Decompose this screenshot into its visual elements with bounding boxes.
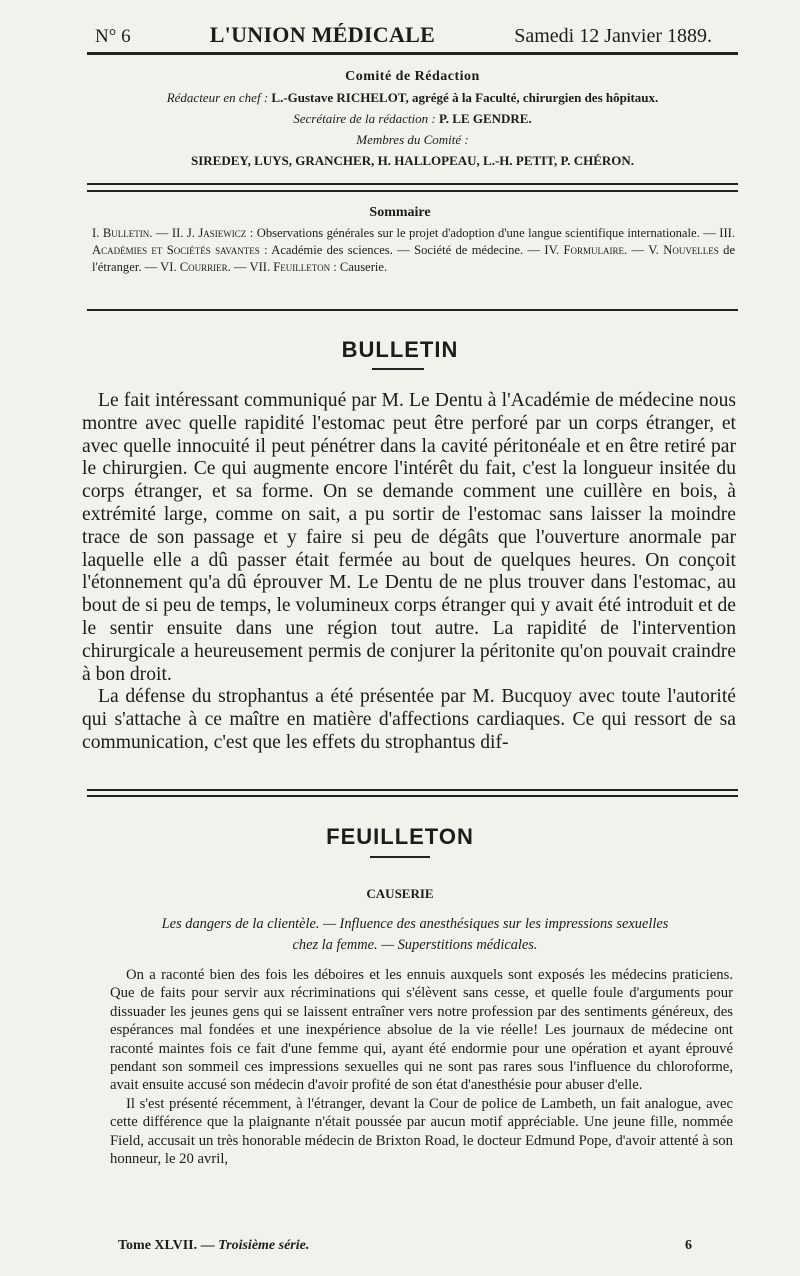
sommaire-item-formulaire: Formulaire. (563, 243, 628, 257)
sommaire-item-nouvelles: Nouvelles (663, 243, 719, 257)
footer-page-marker: 6 (685, 1238, 692, 1253)
feuilleton-title: FEUILLETON (326, 824, 474, 849)
page-footer (118, 1238, 692, 1254)
feuilleton-subtitle (100, 914, 730, 956)
comite-block (95, 66, 730, 171)
sommaire-item-academies: Académies et Sociétés savantes (92, 243, 260, 257)
secretary-line (95, 108, 730, 129)
issue-number: N° 6 (95, 26, 131, 47)
chief-editor-line (95, 87, 730, 108)
comite-rule-bottom (87, 190, 738, 192)
comite-title: Comité de Rédaction (345, 69, 480, 84)
feuilleton-title-rule (370, 856, 430, 858)
footer-tome: Tome XLVII. — Troisième série. (118, 1238, 310, 1253)
journal-title: L'UNION MÉDICALE (209, 22, 436, 47)
bulletin-title-rule (372, 368, 424, 370)
bulletin-rule-top (87, 789, 738, 791)
feuilleton-text (110, 966, 733, 1168)
sommaire-item-feuilleton: Feuilleton (273, 260, 331, 274)
feuilleton-paragraph: On a raconté bien des fois les déboires et les ennuis auxquels sont exposés les médecins praticiens. Que de faits pour servir aux récriminations qui s'élèvent sans cesse, et quelle foule d'arguments pour dissuader les jeunes gens qui se laissent entraîner vers notre profession par des sentiments généreux, des espérances mal fondées et une inexpérience absolue de la vie réelle! Les journaux de médecine ont raconté maintes fois ce fait d'une femme qui, ayant été endormie pour une opération et ayant éprouvé pendant son sommeil ces impressions sexuelles qui ne sont pas rares sous l'influence du chloroforme, avait ensuite accusé son médecin d'avoir profité de son état d'anesthésie pour abuser d'elle. (110, 967, 733, 1094)
sommaire-item-bulletin: Bulletin. (102, 226, 153, 240)
chief-label: Rédacteur en chef : (166, 90, 269, 105)
sommaire-title: Sommaire (369, 205, 431, 220)
secretary-label: Secrétaire de la rédaction : (293, 111, 436, 126)
comite-rule-top (87, 183, 738, 185)
bulletin-text (82, 390, 736, 755)
causerie-title: CAUSERIE (366, 886, 434, 901)
chief-value: L.-Gustave RICHELOT, agrégé à la Faculté, chirurgien des hôpitaux. (271, 90, 659, 105)
secretary-value: P. LE GENDRE. (439, 111, 532, 126)
subtitle-line-1: Les dangers de la clientèle. — Influence des anesthésiques sur les impressions sexuelles (161, 916, 669, 932)
members-label: Membres du Comité : (356, 132, 469, 147)
bulletin-paragraph: Le fait intéressant communiqué par M. Le Dentu à l'Académie de médecine nous montre avec quelle rapidité l'estomac peut être perforé par un corps étranger, et avec quelle innocuité il peut pénétrer dans la cavité péritonéale et en être retiré par le chirurgien. Ce qui augmente encore l'intérêt du fait, c'est la longueur insitée du corps étranger, et sa forme. On se demande comment une cuillère en bois, à extrémité large, comme on sait, a pu sortir de l'estomac sans laisser la moindre trace de son passage et y faire si peu de dégâts que l'ouverture anormale par laquelle elle a dû passer était fermée au bout de quelques heures. On conçoit l'étonnement qu'a dû éprouver M. Le Dentu de ne plus trouver dans l'estomac, au bout de si peu de temps, le volumineux corps étranger qui y avait été introduit et de le sentir ensuite dans une région tout autre. La rapidité de l'intervention chirurgicale a heureusement permis de conjurer la péritonite qu'on pouvait craindre à bon droit. (82, 390, 736, 685)
sommaire-rule (87, 309, 738, 311)
bulletin-paragraph: La défense du strophantus a été présentée par M. Bucquoy avec toute l'autorité qui s'attache à ce maître en matière d'affections cardiaques. Ce qui ressort de sa communication, c'est que les effets du strophantus dif- (82, 686, 736, 753)
feuilleton-paragraph: Il s'est présenté récemment, à l'étranger, devant la Cour de police de Lambeth, un fait analogue, avec cette différence que la plaignante n'était poussée par aucun motif appréciable. Une jeune fille, nommée Field, accusait un très honorable médecin de Brixton Road, le docteur Edmund Pope, d'avoir attenté à son honneur, le 20 avril, (110, 1095, 733, 1168)
members-value: SIREDEY, LUYS, GRANCHER, H. HALLOPEAU, L.-H. PETIT, P. CHÉRON. (190, 153, 635, 168)
subtitle-line-2: chez la femme. — Superstitions médicales. (292, 937, 538, 953)
bulletin-rule-bottom (87, 795, 738, 797)
sommaire-item-courrier: Courrier. (179, 260, 231, 274)
header-rule (87, 52, 738, 55)
page-header (95, 22, 712, 52)
sommaire-item-author: Jasiewicz (198, 226, 247, 240)
sommaire-text: I. Bulletin. — II. J. Jasiewicz : Observations générales sur le projet d'adoption d'une langue scientifique internationale. — III. Académies et Sociétés savantes : Académie des sciences. — Société de médecine. — IV. Formulaire. — V. Nouvelles de l'étranger. — VI. Courrier. — VII. Feuilleton : Causerie. (92, 226, 736, 274)
issue-date: Samedi 12 Janvier 1889. (514, 25, 712, 47)
bulletin-title: BULLETIN (341, 337, 459, 362)
